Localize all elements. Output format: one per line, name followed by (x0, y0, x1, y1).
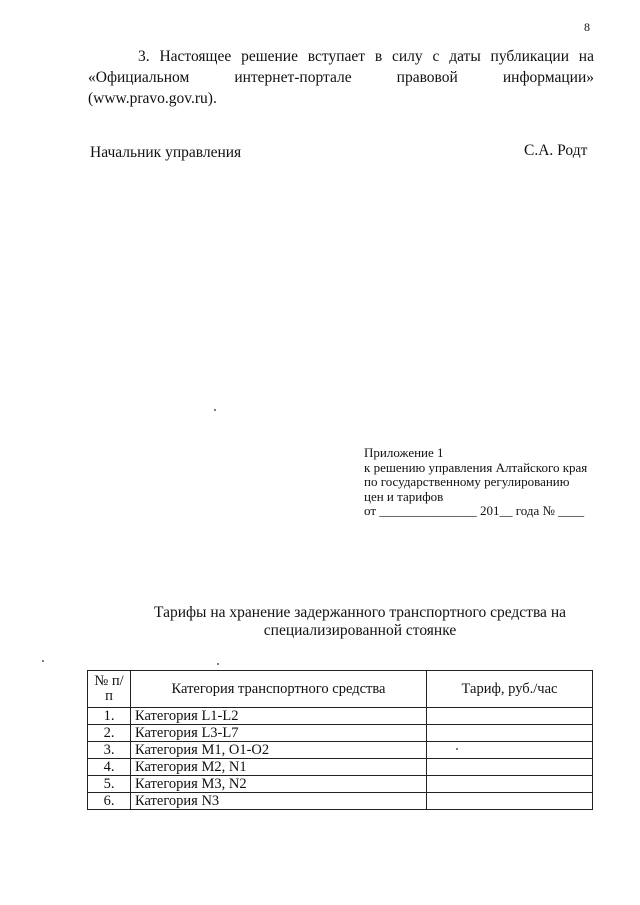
appendix-line: цен и тарифов (364, 488, 444, 504)
row-category: Категория L1-L2 (131, 708, 427, 725)
table-header-row (88, 671, 593, 708)
row-number: 2. (88, 725, 131, 742)
scan-speck (456, 748, 458, 750)
header-tariff: Тариф, руб./час (427, 671, 593, 708)
table-row (88, 708, 593, 725)
page-number: 8 (584, 20, 590, 34)
table-row (88, 793, 593, 810)
row-category: Категория M2, N1 (131, 759, 427, 776)
scan-speck (42, 660, 44, 662)
row-number: 6. (88, 793, 131, 810)
scan-speck (217, 663, 219, 665)
scan-speck (214, 409, 216, 411)
effective-date-paragraph (88, 46, 594, 109)
row-category: Категория M3, N2 (131, 776, 427, 793)
header-number-text (94, 673, 123, 704)
table-title-line-1: Тарифы на хранение задержанного транспортного средства на (154, 604, 566, 621)
row-category: Категория M1, O1-O2 (131, 742, 427, 759)
header-category: Категория транспортного средства (131, 671, 427, 708)
appendix-note (364, 446, 587, 519)
signatory-title: Начальник управления (90, 144, 242, 161)
row-tariff (427, 708, 593, 725)
row-tariff (427, 793, 593, 810)
row-category: Категория L3-L7 (131, 725, 427, 742)
table-title-line-2: специализированной стоянке (263, 622, 457, 639)
row-tariff (427, 776, 593, 793)
header-number (88, 671, 131, 708)
appendix-line: Приложение 1 (364, 445, 444, 460)
row-tariff (427, 742, 593, 759)
tariff-table (87, 670, 593, 810)
row-tariff (427, 725, 593, 742)
table-row (88, 742, 593, 759)
row-number: 4. (88, 759, 131, 776)
table-row (88, 725, 593, 742)
appendix-line: от _______________ 201__ года № ____ (364, 503, 585, 518)
row-number: 3. (88, 742, 131, 759)
row-number: 5. (88, 776, 131, 793)
paragraph-line-2: «Официальном интернет-портале правовой информации» (www.pravo.gov.ru). (88, 69, 594, 107)
table-row (88, 759, 593, 776)
signatory-name: С.А. Родт (524, 142, 588, 159)
row-category: Категория N3 (131, 793, 427, 810)
table-title (140, 604, 580, 640)
row-number: 1. (88, 708, 131, 725)
appendix-line: к решению управления Алтайского края (364, 459, 588, 475)
header-number-label: № п/п (94, 673, 124, 704)
table-row (88, 776, 593, 793)
row-tariff (427, 759, 593, 776)
appendix-line: по государственному регулированию (364, 474, 570, 489)
paragraph-line-1: 3. Настоящее решение вступает в силу с даты публикации на (138, 48, 594, 65)
